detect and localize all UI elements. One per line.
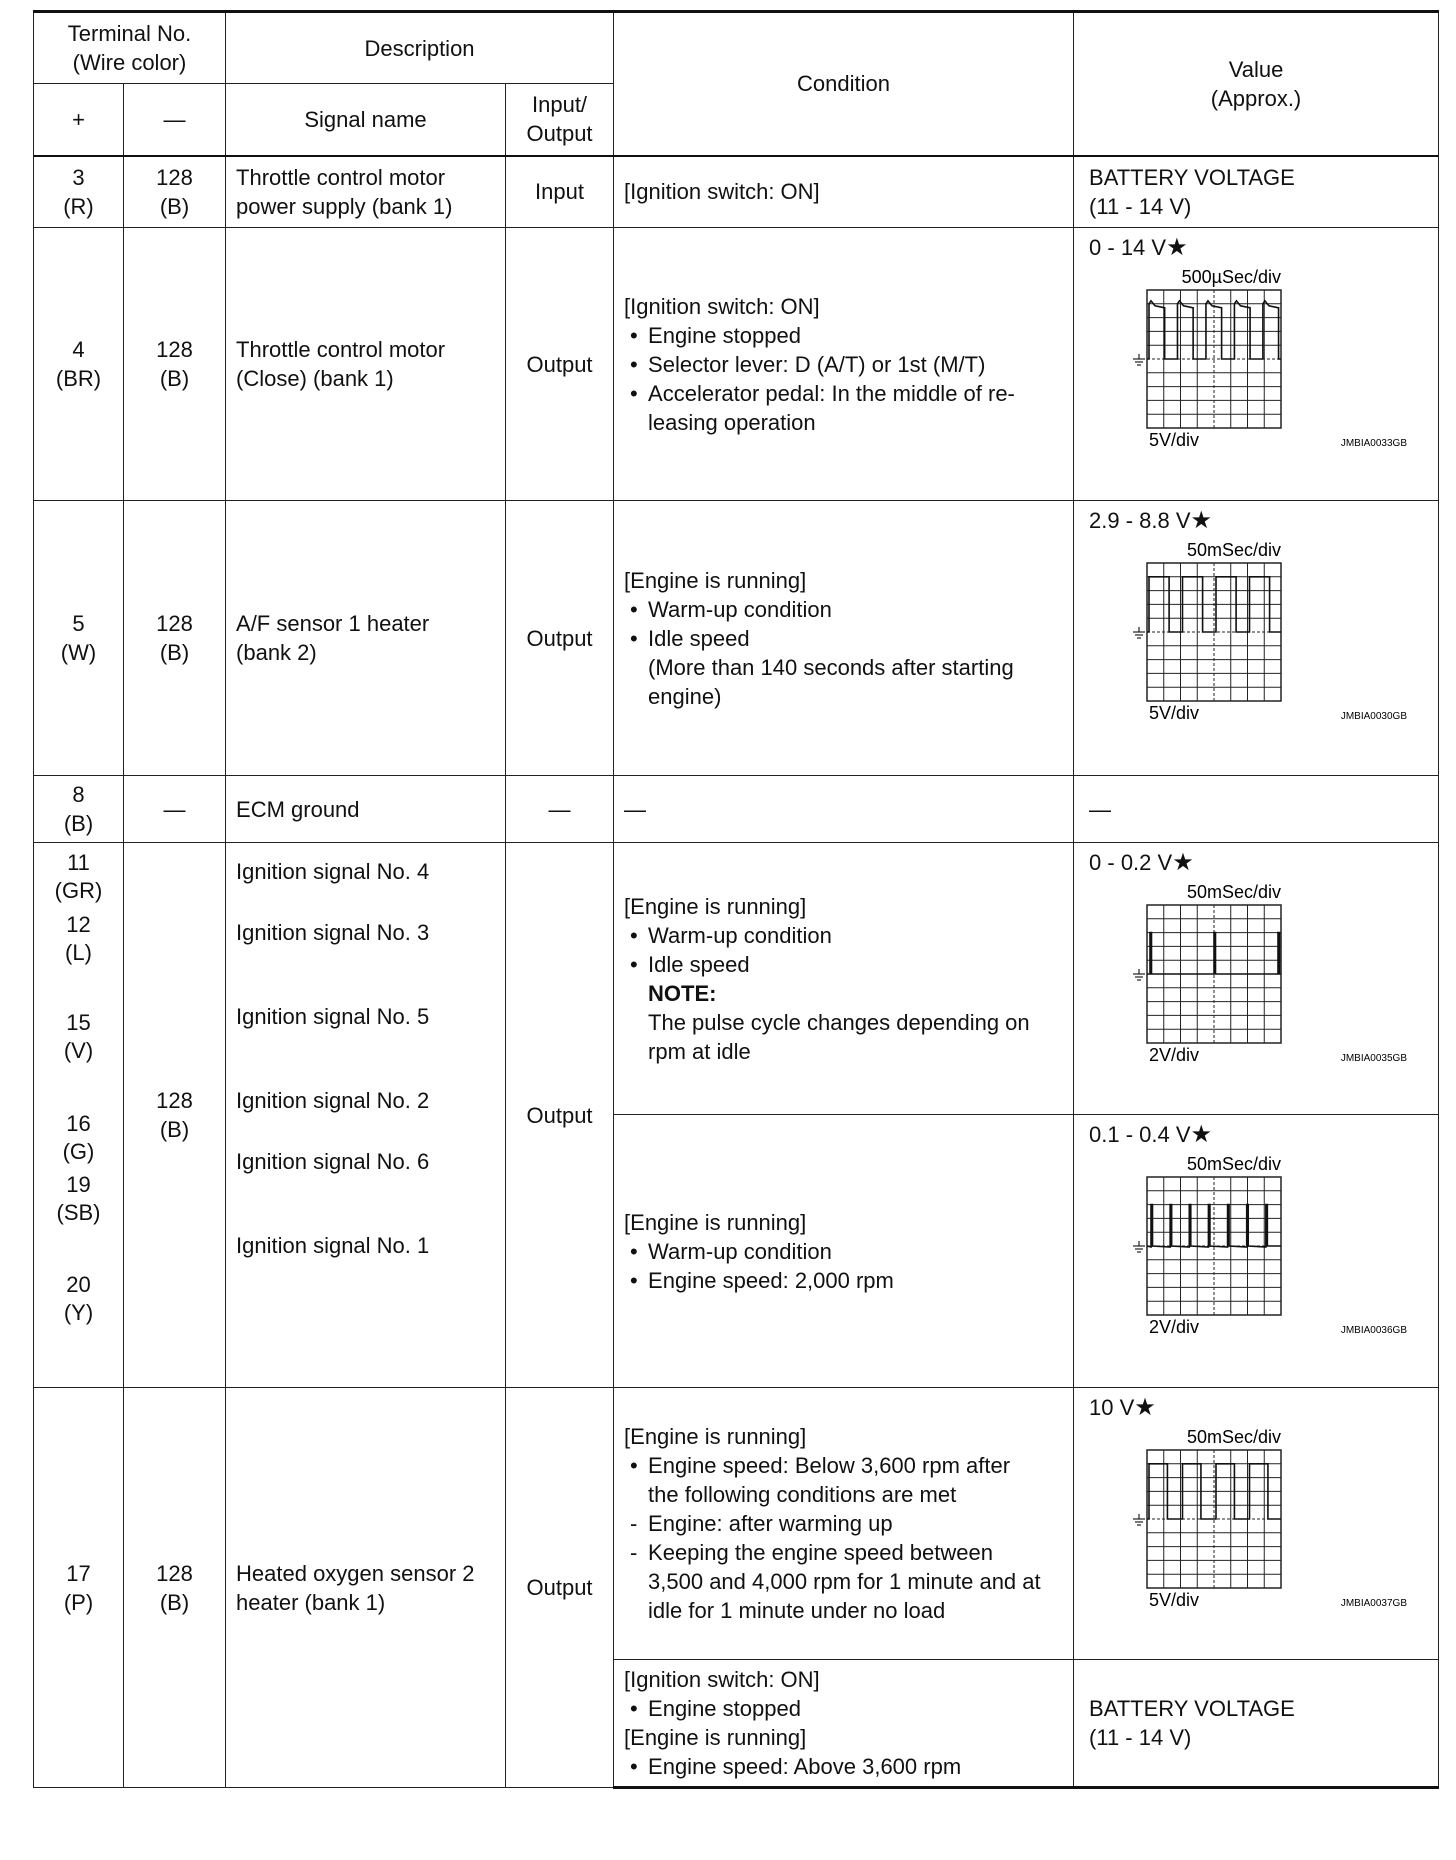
ground-number: 128 bbox=[156, 1560, 193, 1586]
figure-code-label: JMBIA0037GB bbox=[1340, 1598, 1408, 1608]
table-row bbox=[34, 228, 1439, 501]
terminal-number: 11 bbox=[67, 850, 90, 875]
value-text: 0 - 14 V bbox=[1089, 235, 1167, 260]
header-condition: Condition bbox=[614, 12, 1074, 156]
value-cell bbox=[1074, 843, 1439, 1115]
condition-list bbox=[624, 595, 1063, 653]
wire-color: (SB) bbox=[56, 1200, 101, 1225]
terminal-number: 17 bbox=[66, 1560, 91, 1586]
condition-continued: engine) bbox=[648, 683, 722, 709]
condition-item: • Warm-up condition bbox=[624, 1237, 1063, 1266]
signal-name-cell bbox=[226, 843, 506, 1388]
note-text: rpm at idle bbox=[648, 1038, 751, 1064]
condition-line: the following conditions are met bbox=[648, 1482, 957, 1507]
condition-item: • Selector lever: D (A/T) or 1st (M/T) bbox=[624, 350, 1063, 379]
io-cell: Output bbox=[506, 1388, 614, 1788]
ground-marker-icon bbox=[1133, 354, 1145, 365]
note-text: The pulse cycle changes depending on bbox=[648, 1009, 1030, 1035]
timebase-label: 50mSec/div bbox=[1186, 1427, 1282, 1447]
condition-item: • Idle speed bbox=[624, 624, 1063, 653]
value-range bbox=[1089, 1121, 1428, 1149]
terminal-group bbox=[44, 849, 113, 911]
signal-name-cell bbox=[226, 501, 506, 776]
condition-subitem bbox=[624, 1538, 1063, 1625]
condition-line: • Engine speed: Below 3,600 rpm after bbox=[648, 1453, 1011, 1478]
terminal-number: 4 bbox=[72, 337, 85, 362]
volts-per-div-label: 2V/div bbox=[1149, 1045, 1200, 1063]
waveform-svg bbox=[1089, 1422, 1409, 1608]
condition-list bbox=[624, 1752, 1063, 1781]
terminal-number: 19 bbox=[66, 1172, 91, 1197]
waveform-trace bbox=[1147, 1205, 1281, 1247]
oscilloscope-waveform bbox=[1089, 1149, 1409, 1335]
condition-list bbox=[624, 1694, 1063, 1723]
wire-color: (W) bbox=[60, 640, 97, 665]
signal-name-cell bbox=[226, 156, 506, 228]
figure-code-label: JMBIA0035GB bbox=[1340, 1053, 1408, 1063]
signal-line: Ignition signal No. 3 bbox=[236, 920, 430, 945]
header-io-line2: Output bbox=[526, 121, 593, 147]
terminal-number: 16 bbox=[66, 1111, 91, 1136]
value-line: BATTERY VOLTAGE bbox=[1089, 164, 1295, 190]
signal-line: Heated oxygen sensor 2 bbox=[236, 1560, 475, 1586]
table-row bbox=[34, 156, 1439, 228]
waveform-svg bbox=[1089, 1149, 1409, 1335]
io-cell: — bbox=[506, 776, 614, 843]
condition-head: [Engine is running] bbox=[624, 567, 807, 593]
value-text: 0.1 - 0.4 V bbox=[1089, 1122, 1191, 1147]
wire-color: (V) bbox=[63, 1038, 94, 1063]
condition-item bbox=[624, 1451, 1063, 1509]
wire-color: (G) bbox=[62, 1139, 95, 1164]
terminal-cell bbox=[34, 1388, 124, 1788]
ground-wire-color: (B) bbox=[159, 1117, 190, 1142]
signal-line: Throttle control motor bbox=[236, 337, 446, 362]
signal-line: Ignition signal No. 2 bbox=[236, 1088, 430, 1113]
condition-head: [Engine is running] bbox=[624, 893, 807, 919]
condition-continued: (More than 140 seconds after starting bbox=[648, 654, 1014, 680]
terminal-number: 15 bbox=[66, 1010, 91, 1035]
io-cell: Output bbox=[506, 228, 614, 501]
terminal-cell bbox=[34, 776, 124, 843]
condition-cell bbox=[614, 1115, 1074, 1388]
table-row bbox=[34, 776, 1439, 843]
io-cell: Input bbox=[506, 156, 614, 228]
waveform-svg bbox=[1089, 535, 1409, 721]
table-row bbox=[34, 843, 1439, 1115]
star-icon: ★ bbox=[1166, 234, 1188, 261]
terminal-group bbox=[44, 911, 113, 1009]
wire-color: (GR) bbox=[54, 878, 103, 903]
volts-per-div-label: 5V/div bbox=[1149, 1590, 1200, 1608]
header-signal-name: Signal name bbox=[226, 84, 506, 156]
condition-item: • Engine stopped bbox=[624, 1694, 1063, 1723]
terminal-table bbox=[33, 10, 1439, 1789]
header-value-line1: Value bbox=[1228, 56, 1284, 82]
header-description: Description bbox=[226, 12, 614, 84]
wire-color: (R) bbox=[63, 193, 94, 219]
terminal-cell bbox=[34, 843, 124, 1388]
value-cell bbox=[1074, 1660, 1439, 1788]
wire-color: (P) bbox=[63, 1589, 94, 1615]
table-row bbox=[34, 501, 1439, 776]
io-cell: Output bbox=[506, 843, 614, 1388]
star-icon: ★ bbox=[1172, 849, 1194, 876]
value-range bbox=[1089, 234, 1428, 262]
condition-head: [Engine is running] bbox=[624, 1209, 807, 1235]
condition-item: • Warm-up condition bbox=[624, 595, 1063, 624]
header-plus: + bbox=[34, 84, 124, 156]
header-terminal-line2: (Wire color) bbox=[72, 50, 187, 75]
timebase-label: 50mSec/div bbox=[1186, 540, 1282, 560]
oscilloscope-waveform bbox=[1089, 877, 1409, 1063]
ground-cell bbox=[124, 843, 226, 1388]
value-line: BATTERY VOLTAGE bbox=[1089, 1696, 1295, 1721]
condition-item: • Warm-up condition bbox=[624, 921, 1063, 950]
value-range bbox=[1089, 1394, 1428, 1422]
condition-head: [Engine is running] bbox=[624, 1725, 807, 1750]
table-row bbox=[34, 1388, 1439, 1660]
oscilloscope-waveform bbox=[1089, 262, 1409, 448]
terminal-number: 12 bbox=[66, 912, 91, 937]
condition-cell bbox=[614, 1388, 1074, 1660]
value-range bbox=[1089, 507, 1428, 535]
header-input-output bbox=[506, 84, 614, 156]
volts-per-div-label: 2V/div bbox=[1149, 1317, 1200, 1335]
terminal-group bbox=[44, 1009, 113, 1110]
condition-cell: — bbox=[614, 776, 1074, 843]
condition-item: • Engine speed: 2,000 rpm bbox=[624, 1266, 1063, 1295]
condition-head: [Ignition switch: ON] bbox=[624, 293, 820, 319]
header-terminal-line1: Terminal No. bbox=[67, 21, 192, 46]
ground-wire-color: (B) bbox=[159, 366, 190, 391]
ground-marker-icon bbox=[1133, 1514, 1145, 1525]
terminal-cell bbox=[34, 501, 124, 776]
terminal-number: 8 bbox=[72, 782, 85, 807]
volts-per-div-label: 5V/div bbox=[1149, 703, 1200, 721]
header-terminal-no bbox=[34, 12, 226, 84]
terminal-cell bbox=[34, 228, 124, 501]
ground-number: 128 bbox=[156, 611, 193, 636]
wire-color: (L) bbox=[65, 940, 92, 965]
condition-subitem: - Engine: after warming up bbox=[624, 1509, 1063, 1538]
ground-cell bbox=[124, 1388, 226, 1788]
star-icon: ★ bbox=[1190, 507, 1213, 534]
ground-wire-color: (B) bbox=[159, 640, 190, 665]
value-cell bbox=[1074, 501, 1439, 776]
condition-item: • Engine stopped bbox=[624, 321, 1063, 350]
ground-marker-icon bbox=[1133, 1241, 1145, 1252]
condition-list bbox=[624, 321, 1063, 408]
condition-list bbox=[624, 921, 1063, 979]
condition-cell bbox=[614, 501, 1074, 776]
condition-list bbox=[624, 1237, 1063, 1295]
condition-item: • Accelerator pedal: In the middle of re- bbox=[624, 379, 1063, 408]
figure-code-label: JMBIA0033GB bbox=[1340, 438, 1408, 448]
condition-line: - Keeping the engine speed between bbox=[648, 1540, 993, 1565]
value-range bbox=[1089, 849, 1428, 877]
signal-line: A/F sensor 1 heater bbox=[236, 611, 430, 636]
ground-number: 128 bbox=[156, 164, 193, 190]
ground-cell bbox=[124, 228, 226, 501]
signal-line: Ignition signal No. 4 bbox=[236, 859, 430, 884]
note-label: NOTE: bbox=[648, 980, 717, 1006]
condition-line: 3,500 and 4,000 rpm for 1 minute and at bbox=[648, 1569, 1041, 1594]
condition-cell: [Ignition switch: ON] bbox=[614, 156, 1074, 228]
terminal-number: 3 bbox=[72, 164, 85, 190]
ground-number: 128 bbox=[156, 1088, 193, 1113]
terminal-group bbox=[44, 1171, 113, 1271]
oscilloscope-waveform bbox=[1089, 535, 1409, 721]
signal-line: power supply (bank 1) bbox=[236, 193, 453, 219]
signal-line: heater (bank 1) bbox=[236, 1589, 386, 1615]
signal-name-cell bbox=[226, 228, 506, 501]
star-icon: ★ bbox=[1134, 1394, 1156, 1421]
volts-per-div-label: 5V/div bbox=[1149, 430, 1200, 448]
condition-list bbox=[624, 1451, 1063, 1625]
signal-line: Ignition signal No. 1 bbox=[236, 1233, 430, 1258]
terminal-cell bbox=[34, 156, 124, 228]
ground-cell: — bbox=[124, 776, 226, 843]
header-io-line1: Input/ bbox=[532, 92, 588, 118]
timebase-label: 50mSec/div bbox=[1186, 882, 1282, 902]
ground-wire-color: (B) bbox=[159, 1589, 190, 1615]
figure-code-label: JMBIA0036GB bbox=[1340, 1325, 1408, 1335]
ground-marker-icon bbox=[1133, 627, 1145, 638]
condition-head: [Ignition switch: ON] bbox=[624, 1667, 820, 1692]
terminal-table-page bbox=[33, 10, 1438, 1789]
value-cell bbox=[1074, 1115, 1439, 1388]
ground-number: 128 bbox=[156, 337, 193, 362]
signal-line: Throttle control motor bbox=[236, 164, 446, 190]
value-text: 2.9 - 8.8 V bbox=[1089, 508, 1191, 533]
signal-line: (bank 2) bbox=[236, 640, 317, 665]
ground-cell bbox=[124, 501, 226, 776]
header-value bbox=[1074, 12, 1439, 156]
value-cell bbox=[1074, 156, 1439, 228]
waveform-svg bbox=[1089, 877, 1409, 1063]
io-cell: Output bbox=[506, 501, 614, 776]
terminal-group bbox=[44, 1271, 113, 1327]
value-cell: — bbox=[1074, 776, 1439, 843]
ground-cell bbox=[124, 156, 226, 228]
value-cell bbox=[1074, 1388, 1439, 1660]
terminal-group bbox=[44, 1110, 113, 1171]
value-text: 0 - 0.2 V bbox=[1089, 850, 1173, 875]
terminal-number: 5 bbox=[72, 611, 85, 636]
condition-cell bbox=[614, 1660, 1074, 1788]
star-icon: ★ bbox=[1190, 1121, 1213, 1148]
oscilloscope-waveform bbox=[1089, 1422, 1409, 1608]
value-cell bbox=[1074, 228, 1439, 501]
condition-cell bbox=[614, 843, 1074, 1115]
wire-color: (B) bbox=[63, 811, 94, 836]
signal-line: (Close) (bank 1) bbox=[236, 366, 394, 391]
timebase-label: 50mSec/div bbox=[1186, 1154, 1282, 1174]
condition-line: idle for 1 minute under no load bbox=[648, 1598, 946, 1623]
signal-line: Ignition signal No. 6 bbox=[236, 1149, 430, 1174]
ground-marker-icon bbox=[1133, 969, 1145, 980]
waveform-trace bbox=[1147, 933, 1281, 974]
terminal-number: 20 bbox=[66, 1272, 91, 1297]
condition-head: [Engine is running] bbox=[624, 1424, 807, 1449]
value-text: 10 V bbox=[1089, 1395, 1135, 1420]
condition-item: • Idle speed bbox=[624, 950, 1063, 979]
signal-name-cell bbox=[226, 1388, 506, 1788]
figure-code-label: JMBIA0030GB bbox=[1340, 711, 1408, 721]
timebase-label: 500µSec/div bbox=[1181, 267, 1282, 287]
wire-color: (BR) bbox=[55, 366, 102, 391]
value-line: (11 - 14 V) bbox=[1089, 193, 1192, 219]
value-line: (11 - 14 V) bbox=[1089, 1725, 1192, 1750]
condition-item: • Engine speed: Above 3,600 rpm bbox=[624, 1752, 1063, 1781]
header-value-line2: (Approx.) bbox=[1210, 85, 1302, 111]
signal-name-cell: ECM ground bbox=[226, 776, 506, 843]
condition-cell bbox=[614, 228, 1074, 501]
signal-line: Ignition signal No. 5 bbox=[236, 1004, 430, 1029]
waveform-svg bbox=[1089, 262, 1409, 448]
wire-color: (Y) bbox=[63, 1300, 94, 1325]
header-minus: — bbox=[124, 84, 226, 156]
condition-continued: leasing operation bbox=[648, 409, 816, 435]
ground-wire-color: (B) bbox=[159, 193, 190, 219]
